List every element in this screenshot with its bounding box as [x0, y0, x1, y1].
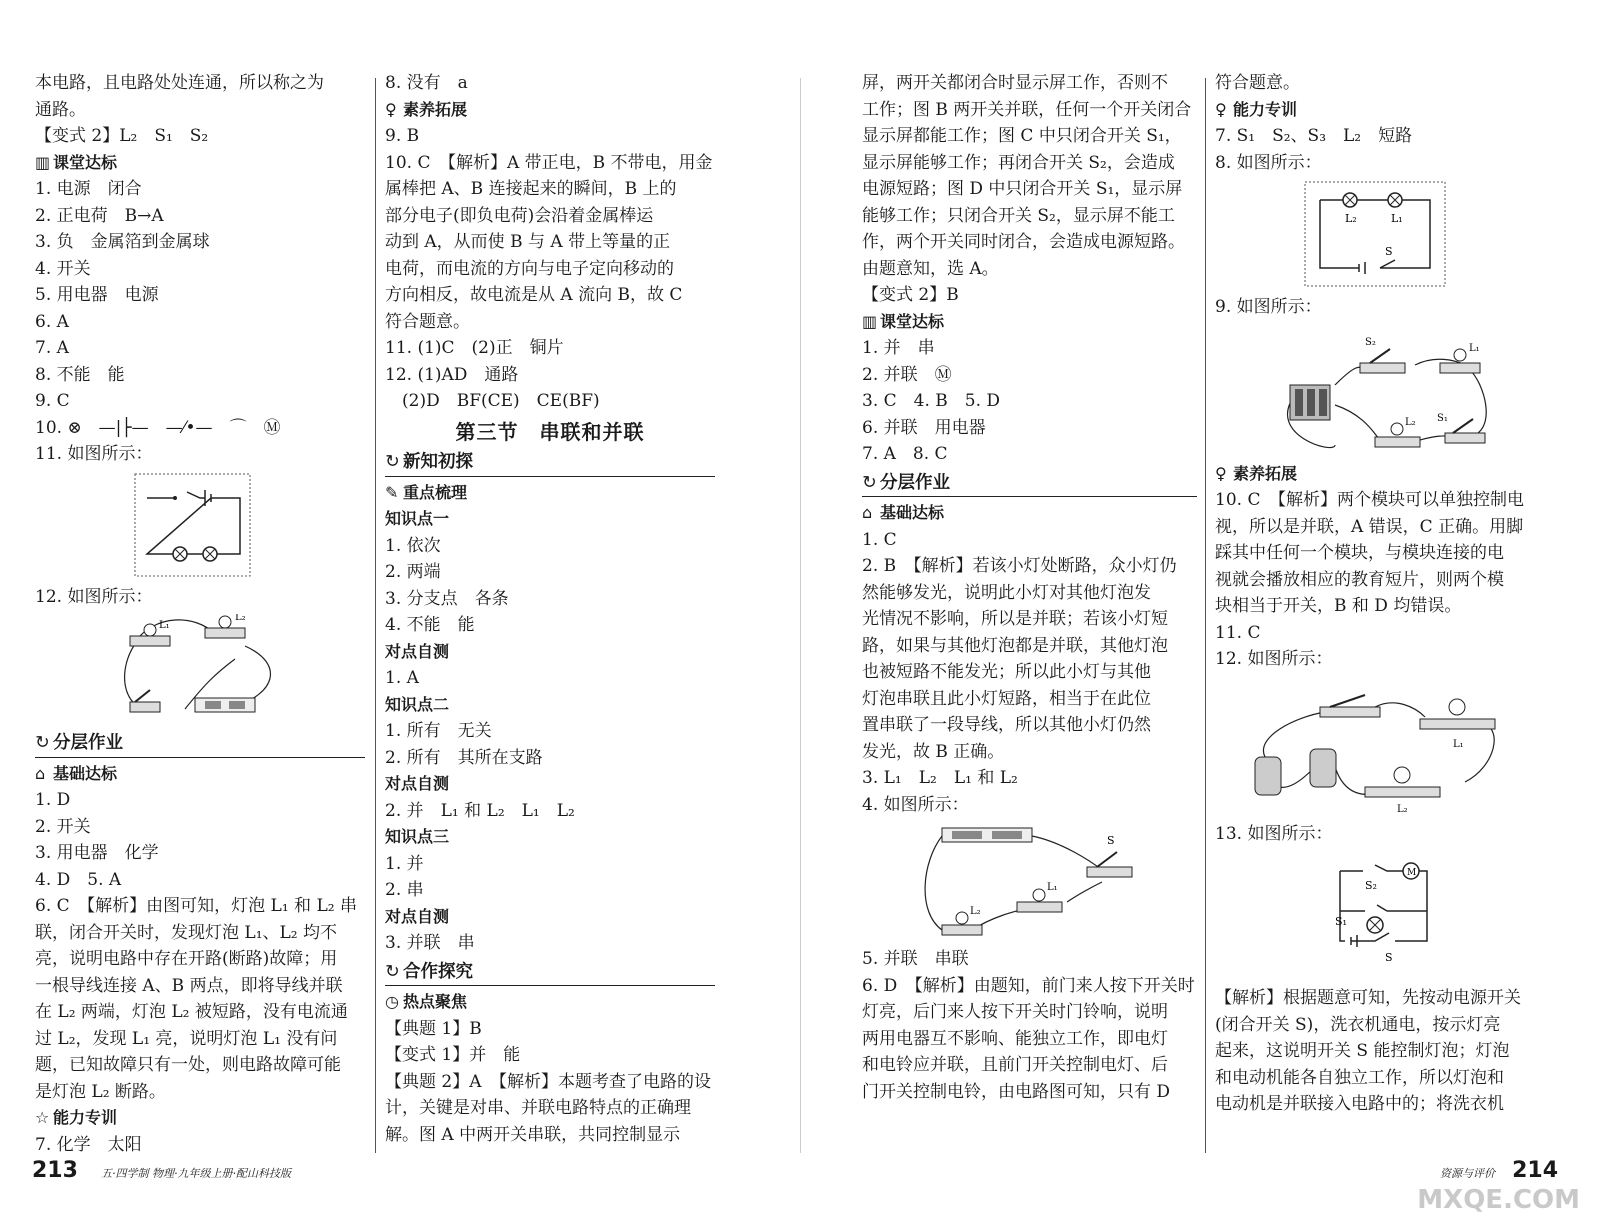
- label-l2: L₂: [970, 906, 981, 917]
- subheading-ability: ☆ 能力专训: [35, 1105, 365, 1132]
- answer-line: 11. (1)C (2)正 铜片: [385, 338, 564, 358]
- text-line: 通路。: [35, 99, 86, 120]
- label-l1: L₁: [1047, 882, 1058, 893]
- footer-left: [32, 1158, 291, 1183]
- label-s2: S₂: [1365, 336, 1376, 348]
- answer-line: 路，如果与其他灯泡都是并联，其他灯泡: [862, 635, 1168, 656]
- answer-line: 联，闭合开关时，发现灯泡 L₁、L₂ 均不: [35, 922, 338, 943]
- column-divider: [1205, 78, 1206, 1153]
- label-l2: L₂: [1397, 803, 1408, 815]
- subheading-ability: ♀ 能力专训: [1215, 97, 1555, 124]
- answer-line: 电动机是并联接入电路中的；将洗衣机: [1215, 1094, 1504, 1114]
- text-line: 由题意知，选 A。: [862, 258, 999, 279]
- answer-line: 【解析】根据题意可知，先按动电源开关: [1215, 988, 1521, 1008]
- text-line: 工作；图 B 两开关并联，任何一个开关闭合: [862, 99, 1192, 120]
- answer-line: 8. 不能 能: [35, 364, 125, 385]
- answer-line: 9. 如图所示：: [1215, 297, 1322, 317]
- label-s: S: [1385, 951, 1393, 964]
- text-line: 显示屏都能工作；图 C 中只闭合开关 S₁，: [862, 126, 1182, 146]
- self-test-heading: 对点自测: [385, 906, 450, 926]
- page-gutter: [800, 78, 801, 1153]
- knowledge-point: 知识点二: [385, 694, 450, 714]
- answer-line: 12. 如图所示：: [1215, 649, 1333, 669]
- answer-line: 11. C: [1215, 622, 1261, 643]
- answer-line: 和电铃应并联，且前门开关控制电灯、后: [862, 1055, 1168, 1075]
- arrow-icon: ↻: [862, 472, 877, 493]
- timer-icon: ◷: [385, 992, 399, 1011]
- answer-line: 1. 所有 无关: [385, 721, 492, 741]
- answer-line: 5. 并联 串联: [862, 949, 969, 969]
- answer-line: 电荷，而电流的方向与电子定向移动的: [385, 258, 674, 279]
- label-l1: L₁: [1391, 212, 1403, 225]
- answer-line: 一根导线连接 A、B 两点，即将导线并联: [35, 975, 343, 996]
- answer-line: 灯泡串联且此小灯短路，相当于在此位: [862, 688, 1151, 709]
- footer-left-text: 五·四学制 物理·九年级上册·配山科技版: [101, 1167, 292, 1180]
- answer-line: 4. 开关: [35, 258, 91, 279]
- pencil-icon: ✎: [385, 482, 399, 502]
- label-s1: S₁: [1335, 915, 1347, 928]
- answer-line: 部分电子(即负电荷)会沿着金属棒运: [385, 205, 654, 226]
- answer-line: 1. 依次: [385, 535, 441, 556]
- label-l1: L₁: [1453, 738, 1464, 750]
- subheading-hotspot: ◷ 热点聚焦: [385, 989, 715, 1016]
- answer-line: 解。图 A 中两开关串联，共同控制显示: [385, 1124, 681, 1145]
- answer-line: 【变式 1】并 能: [385, 1045, 521, 1065]
- answer-line: 4. D 5. A: [35, 869, 122, 890]
- star-icon: ☆: [35, 1108, 50, 1127]
- answer-line: 是灯泡 L₂ 断路。: [35, 1081, 166, 1102]
- answer-line: 1. C: [862, 529, 897, 550]
- answer-line: 2. 并联 Ⓜ: [862, 364, 952, 385]
- answer-line: 视，所以是并联，A 错误，C 正确。用脚: [1215, 516, 1524, 537]
- circuit-drawing-9: [1215, 325, 1555, 457]
- bulb-icon: ♀: [385, 99, 397, 119]
- knowledge-point: 知识点三: [385, 827, 450, 846]
- answer-line: 6. C 【解析】由图可知，灯泡 L₁ 和 L₂ 串: [35, 896, 357, 916]
- book-icon: ▥: [862, 311, 878, 331]
- answer-line: 3. L₁ L₂ L₁ 和 L₂: [862, 768, 1018, 788]
- answer-line: 属棒把 A、B 连接起来的瞬间，B 上的: [385, 179, 677, 199]
- answer-line: 2. 开关: [35, 816, 91, 837]
- answer-line: 12. (1)AD 通路: [385, 364, 519, 385]
- answer-line: 2. 并 L₁ 和 L₂ L₁ L₂: [385, 800, 575, 821]
- answer-line: 1. 并: [385, 853, 424, 874]
- answer-line: 题，已知故障只有一处，则电路故障可能: [35, 1055, 341, 1075]
- answer-line: 光情况不影响，所以是并联；若该小灯短: [862, 609, 1168, 629]
- answer-line: 11. 如图所示：: [35, 444, 153, 464]
- label-l1: L₁: [159, 620, 170, 631]
- circuit-diagram-11: [35, 472, 365, 580]
- answer-line: 和电动机能各自独立工作，所以灯泡和: [1215, 1067, 1504, 1088]
- text-line: 符合题意。: [1215, 73, 1300, 93]
- label-l2: L₂: [1405, 416, 1416, 428]
- answer-line: 9. B: [385, 126, 420, 146]
- text-line: 能够工作；只闭合开关 S₂，显示屏不能工: [862, 205, 1175, 226]
- answer-line: 3. 用电器 化学: [35, 843, 159, 863]
- answer-line: 6. D 【解析】由题知，前门来人按下开关时: [862, 975, 1195, 996]
- footer-right: [1440, 1158, 1558, 1183]
- subheading-literacy: ♀ 素养拓展: [1215, 461, 1555, 488]
- answer-line: 门开关控制电铃，由电路图可知，只有 D: [862, 1081, 1171, 1102]
- text-line: 电源短路；图 D 中只闭合开关 S₁，显示屏: [862, 179, 1183, 199]
- answer-line: 块相当于开关，B 和 D 均错误。: [1215, 596, 1462, 616]
- self-test-heading: 对点自测: [385, 641, 450, 661]
- answer-line: 在 L₂ 两端，灯泡 L₂ 被短路，没有电流通: [35, 1002, 348, 1022]
- page-number-left: 213: [32, 1158, 78, 1183]
- answer-line: (闭合开关 S)，洗衣机通电，按示灯亮: [1215, 1014, 1501, 1035]
- self-test-heading: 对点自测: [385, 774, 450, 793]
- circuit-diagram-13: [1215, 851, 1555, 981]
- answer-line: 灯亮，后门来人按下开关时门铃响，说明: [862, 1002, 1168, 1022]
- section-cooperative: ↻ 合作探究: [385, 959, 715, 987]
- answer-line: 踩其中任何一个模块，与模块连接的电: [1215, 543, 1504, 563]
- answer-line: 起来，这说明开关 S 能控制灯泡；灯泡: [1215, 1041, 1510, 1061]
- answer-line: 2. 串: [385, 880, 424, 900]
- answer-line: (2)D BF(CE) CE(BF): [385, 391, 600, 411]
- answer-line: 【典题 2】A 【解析】本题考查了电路的设: [385, 1071, 711, 1092]
- answer-line: 7. S₁ S₂、S₃ L₂ 短路: [1215, 126, 1413, 146]
- label-s1: S₁: [1437, 412, 1448, 424]
- subheading-basic: ⌂ 基础达标: [862, 500, 1197, 527]
- bulb-icon: ♀: [1215, 463, 1227, 483]
- answer-line: 1. D: [35, 790, 71, 810]
- answer-line: 2. B 【解析】若该小灯处断路，众小灯仍: [862, 556, 1177, 576]
- answer-line: 5. 用电器 电源: [35, 285, 159, 305]
- section-title: 第三节 串联和并联: [455, 419, 645, 444]
- answer-line: 计，关键是对串、并联电路特点的正确理: [385, 1098, 691, 1118]
- subheading-classroom: ▥ 课堂达标: [862, 309, 1197, 336]
- circuit-drawing-12: [1215, 677, 1555, 817]
- circuit-drawing-12: [35, 614, 365, 726]
- answer-line: 8. 没有 a: [385, 73, 468, 93]
- text-line: 本电路，且电路处处连通，所以称之为: [35, 73, 324, 93]
- answer-line: 2. 两端: [385, 562, 441, 582]
- arrow-icon: ↻: [35, 733, 50, 753]
- answer-line: 3. 分支点 各条: [385, 588, 509, 609]
- text-line: 【变式 2】L₂ S₁ S₂: [35, 126, 209, 146]
- answer-line: 1. A: [385, 668, 419, 688]
- motor-label: M: [1407, 868, 1417, 878]
- section-layered-homework: ↻ 分层作业: [862, 470, 1197, 498]
- lock-icon: ⌂: [35, 763, 46, 783]
- arrow-icon: ↻: [385, 961, 400, 982]
- label-s: S: [1107, 834, 1115, 847]
- circuit-drawing-4: [862, 822, 1197, 942]
- subheading-classroom: ▥ 课堂达标: [35, 150, 365, 177]
- answer-line: 7. 化学 太阳: [35, 1134, 142, 1155]
- answer-line: 视就会播放相应的教育短片，则两个模: [1215, 569, 1504, 590]
- answer-line: 6. A: [35, 311, 69, 332]
- answer-line: 方向相反，故电流是从 A 流向 B，故 C: [385, 285, 683, 305]
- answer-line: 亮，说明电路中存在开路(断路)故障；用: [35, 949, 338, 969]
- column-2: [385, 70, 715, 1148]
- column-3: [862, 70, 1197, 1105]
- answer-line: 过 L₂，发现 L₁ 亮，说明灯泡 L₁ 没有问: [35, 1028, 338, 1049]
- text-line: 【变式 2】B: [862, 285, 959, 305]
- text-line: 作，两个开关同时闭合，会造成电源短路。: [862, 232, 1185, 252]
- subheading-basic: ⌂ 基础达标: [35, 761, 365, 788]
- answer-line: 也被短路不能发光；所以此小灯与其他: [862, 662, 1151, 682]
- label-l2: L₂: [1345, 212, 1357, 225]
- subheading-literacy: ♀ 素养拓展: [385, 97, 715, 124]
- answer-line: 6. 并联 用电器: [862, 417, 986, 438]
- answer-line: 7. A 8. C: [862, 444, 948, 464]
- answer-line: 【典题 1】B: [385, 1018, 482, 1039]
- answer-line: 然能够发光，说明此小灯对其他灯泡发: [862, 582, 1151, 603]
- answer-line: 10. ⊗ —|├— —⁄•— ⌒ Ⓜ: [35, 417, 281, 438]
- column-1: [35, 70, 365, 1158]
- answer-line: 3. C 4. B 5. D: [862, 391, 1001, 411]
- answer-line: 10. C 【解析】两个模块可以单独控制电: [1215, 490, 1524, 510]
- answer-line: 发光，故 B 正确。: [862, 741, 1005, 762]
- answer-line: 2. 正电荷 B→A: [35, 205, 164, 226]
- answer-line: 3. 并联 串: [385, 933, 475, 953]
- label-s: S: [1385, 245, 1393, 258]
- subheading-key-points: ✎ 重点梳理: [385, 480, 715, 507]
- arrow-icon: ↻: [385, 452, 400, 472]
- column-divider: [375, 78, 376, 1153]
- answer-line: 1. 并 串: [862, 338, 935, 358]
- answer-line: 4. 不能 能: [385, 615, 475, 635]
- text-line: 显示屏能够工作；再闭合开关 S₂，会造成: [862, 152, 1175, 173]
- answer-line: 12. 如图所示：: [35, 586, 153, 607]
- answer-line: 10. C 【解析】A 带正电，B 不带电，用金: [385, 152, 713, 173]
- page-number-right: 214: [1512, 1158, 1559, 1183]
- label-s2: S₂: [1365, 879, 1377, 892]
- answer-line: 3. 负 金属箔到金属球: [35, 232, 210, 252]
- lock-icon: ⌂: [862, 503, 873, 522]
- answer-line: 符合题意。: [385, 311, 470, 332]
- column-4: [1215, 70, 1555, 1118]
- bulb-icon: ♀: [1215, 99, 1227, 119]
- label-l1: L₁: [1469, 342, 1480, 354]
- answer-line: 9. C: [35, 391, 70, 411]
- footer-right-text: 资源与评价: [1440, 1167, 1495, 1180]
- section-layered-homework: ↻ 分层作业: [35, 730, 365, 758]
- answer-line: 1. 电源 闭合: [35, 179, 142, 199]
- watermark: MXQE.COM: [1417, 1185, 1580, 1215]
- label-l2: L₂: [235, 614, 246, 623]
- answer-line: 7. A: [35, 338, 69, 358]
- section-new-knowledge: ↻ 新知初探: [385, 449, 715, 477]
- answer-line: 2. 所有 其所在支路: [385, 747, 543, 768]
- answer-line: 置串联了一段导线，所以其他小灯仍然: [862, 715, 1151, 735]
- knowledge-point: 知识点一: [385, 509, 450, 528]
- circuit-diagram-8: [1215, 180, 1555, 290]
- text-line: 屏，两开关都闭合时显示屏工作，否则不: [862, 73, 1168, 93]
- answer-line: 8. 如图所示：: [1215, 152, 1322, 173]
- answer-line: 4. 如图所示：: [862, 794, 969, 815]
- answer-line: 动到 A，从而使 B 与 A 带上等量的正: [385, 232, 671, 252]
- answer-line: 两用电器互不影响、能独立工作，即电灯: [862, 1028, 1168, 1049]
- answer-line: 13. 如图所示：: [1215, 823, 1333, 844]
- book-icon: ▥: [35, 152, 51, 172]
